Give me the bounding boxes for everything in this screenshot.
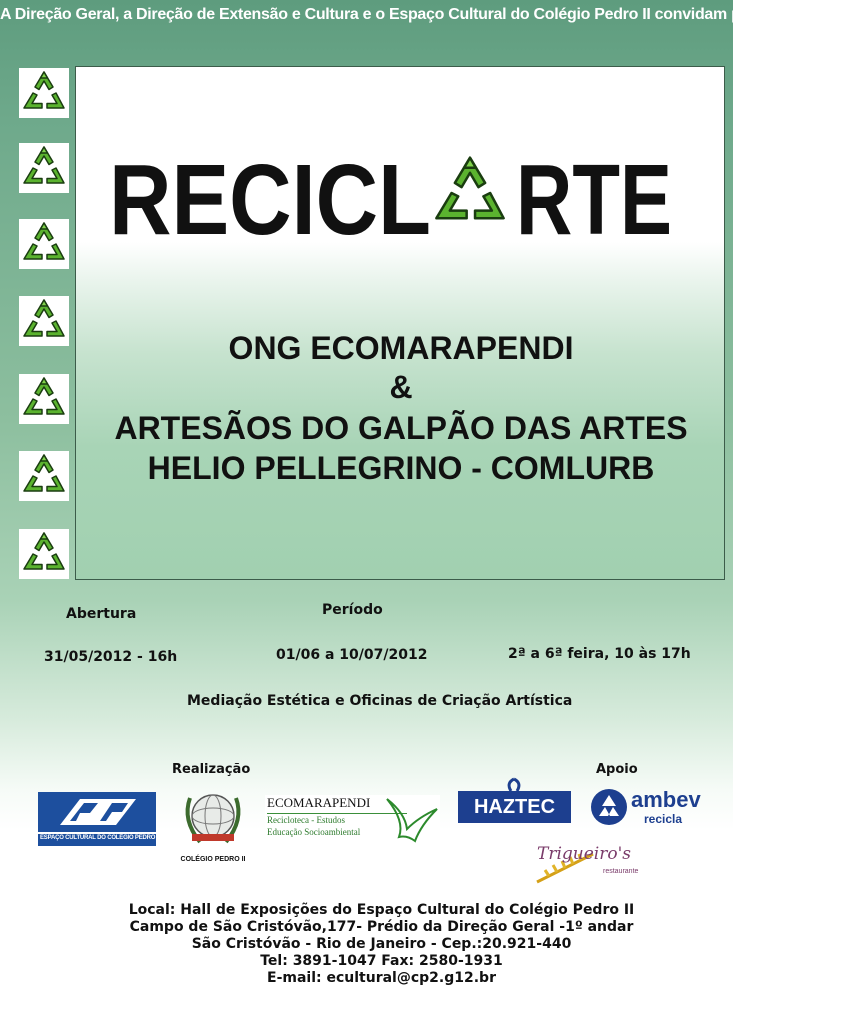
recyclarte-logo: [76, 144, 726, 256]
footer-info: [0, 902, 763, 987]
haztec-text: HAZTEC: [458, 791, 571, 823]
realizacao-label: Realização: [172, 762, 251, 777]
trigueiros-logo: [535, 838, 655, 888]
recycle-icon: [19, 143, 69, 193]
trigueiros-text: Trigueiro's: [537, 844, 631, 864]
ecomarapendi-sub2: Educação Socioambiental: [267, 827, 361, 837]
invitation-text: A Direção Geral, a Direção de Extensão e Cultura e o Espaço Cultural do Colégio Pedro II convidam para a exposição: [0, 6, 856, 23]
title-left: RECICL: [109, 144, 431, 256]
apoio-label: Apoio: [596, 762, 638, 777]
ecomarapendi-logo: [265, 795, 440, 847]
opening-value: 31/05/2012 - 16h: [44, 649, 178, 665]
address-line-1: Campo de São Cristóvão,177- Prédio da Direção Geral -1º andar: [129, 919, 634, 935]
ambev-text: ambev: [631, 787, 701, 812]
title-right: RTE: [516, 144, 672, 256]
ambev-recicla-logo: [590, 788, 705, 828]
main-panel: [75, 66, 725, 580]
activities-text: Mediação Estética e Oficinas de Criação Artística: [187, 693, 573, 709]
recycle-icon: [19, 68, 69, 118]
phone-line: Tel: 3891-1047 Fax: 2580-1931: [260, 953, 503, 969]
recycle-icon: [19, 529, 69, 579]
trigueiros-sub: restaurante: [603, 868, 639, 875]
ambev-sub: recicla: [644, 812, 683, 826]
recycle-icon: [19, 296, 69, 346]
headline-line-2: &: [389, 369, 413, 405]
ecomarapendi-sub1: Recicloteca - Estudos: [267, 815, 345, 825]
colegio-pedro-ii-logo: [176, 790, 250, 866]
headline-line-1: ONG ECOMARAPENDI: [228, 330, 574, 366]
recycle-icon: [19, 451, 69, 501]
headline-line-4: HELIO PELLEGRINO - COMLURB: [147, 450, 655, 486]
colegio-caption: COLÉGIO PEDRO II: [180, 856, 246, 863]
period-value: 01/06 a 10/07/2012: [276, 647, 428, 663]
hours-text: 2ª a 6ª feira, 10 às 17h: [508, 646, 691, 662]
location-line: Local: Hall de Exposições do Espaço Cultural do Colégio Pedro II: [128, 902, 635, 918]
haztec-logo: [458, 778, 571, 824]
opening-label: Abertura: [66, 606, 137, 622]
cp-caption: ESPAÇO CULTURAL DO COLÉGIO PEDRO II: [40, 835, 160, 841]
recycle-a-icon: [436, 158, 503, 218]
recycle-icon: [19, 219, 69, 269]
period-label: Período: [322, 602, 383, 618]
email-line: E-mail: ecultural@cp2.g12.br: [267, 970, 496, 986]
headline-line-3: ARTESÃOS DO GALPÃO DAS ARTES: [114, 410, 688, 446]
address-line-2: São Cristóvão - Rio de Janeiro - Cep.:20.921-440: [191, 936, 572, 952]
ecomarapendi-name: ECOMARAPENDI: [267, 795, 371, 810]
recycle-icon: [19, 374, 69, 424]
espaco-cultural-logo: [38, 792, 160, 852]
